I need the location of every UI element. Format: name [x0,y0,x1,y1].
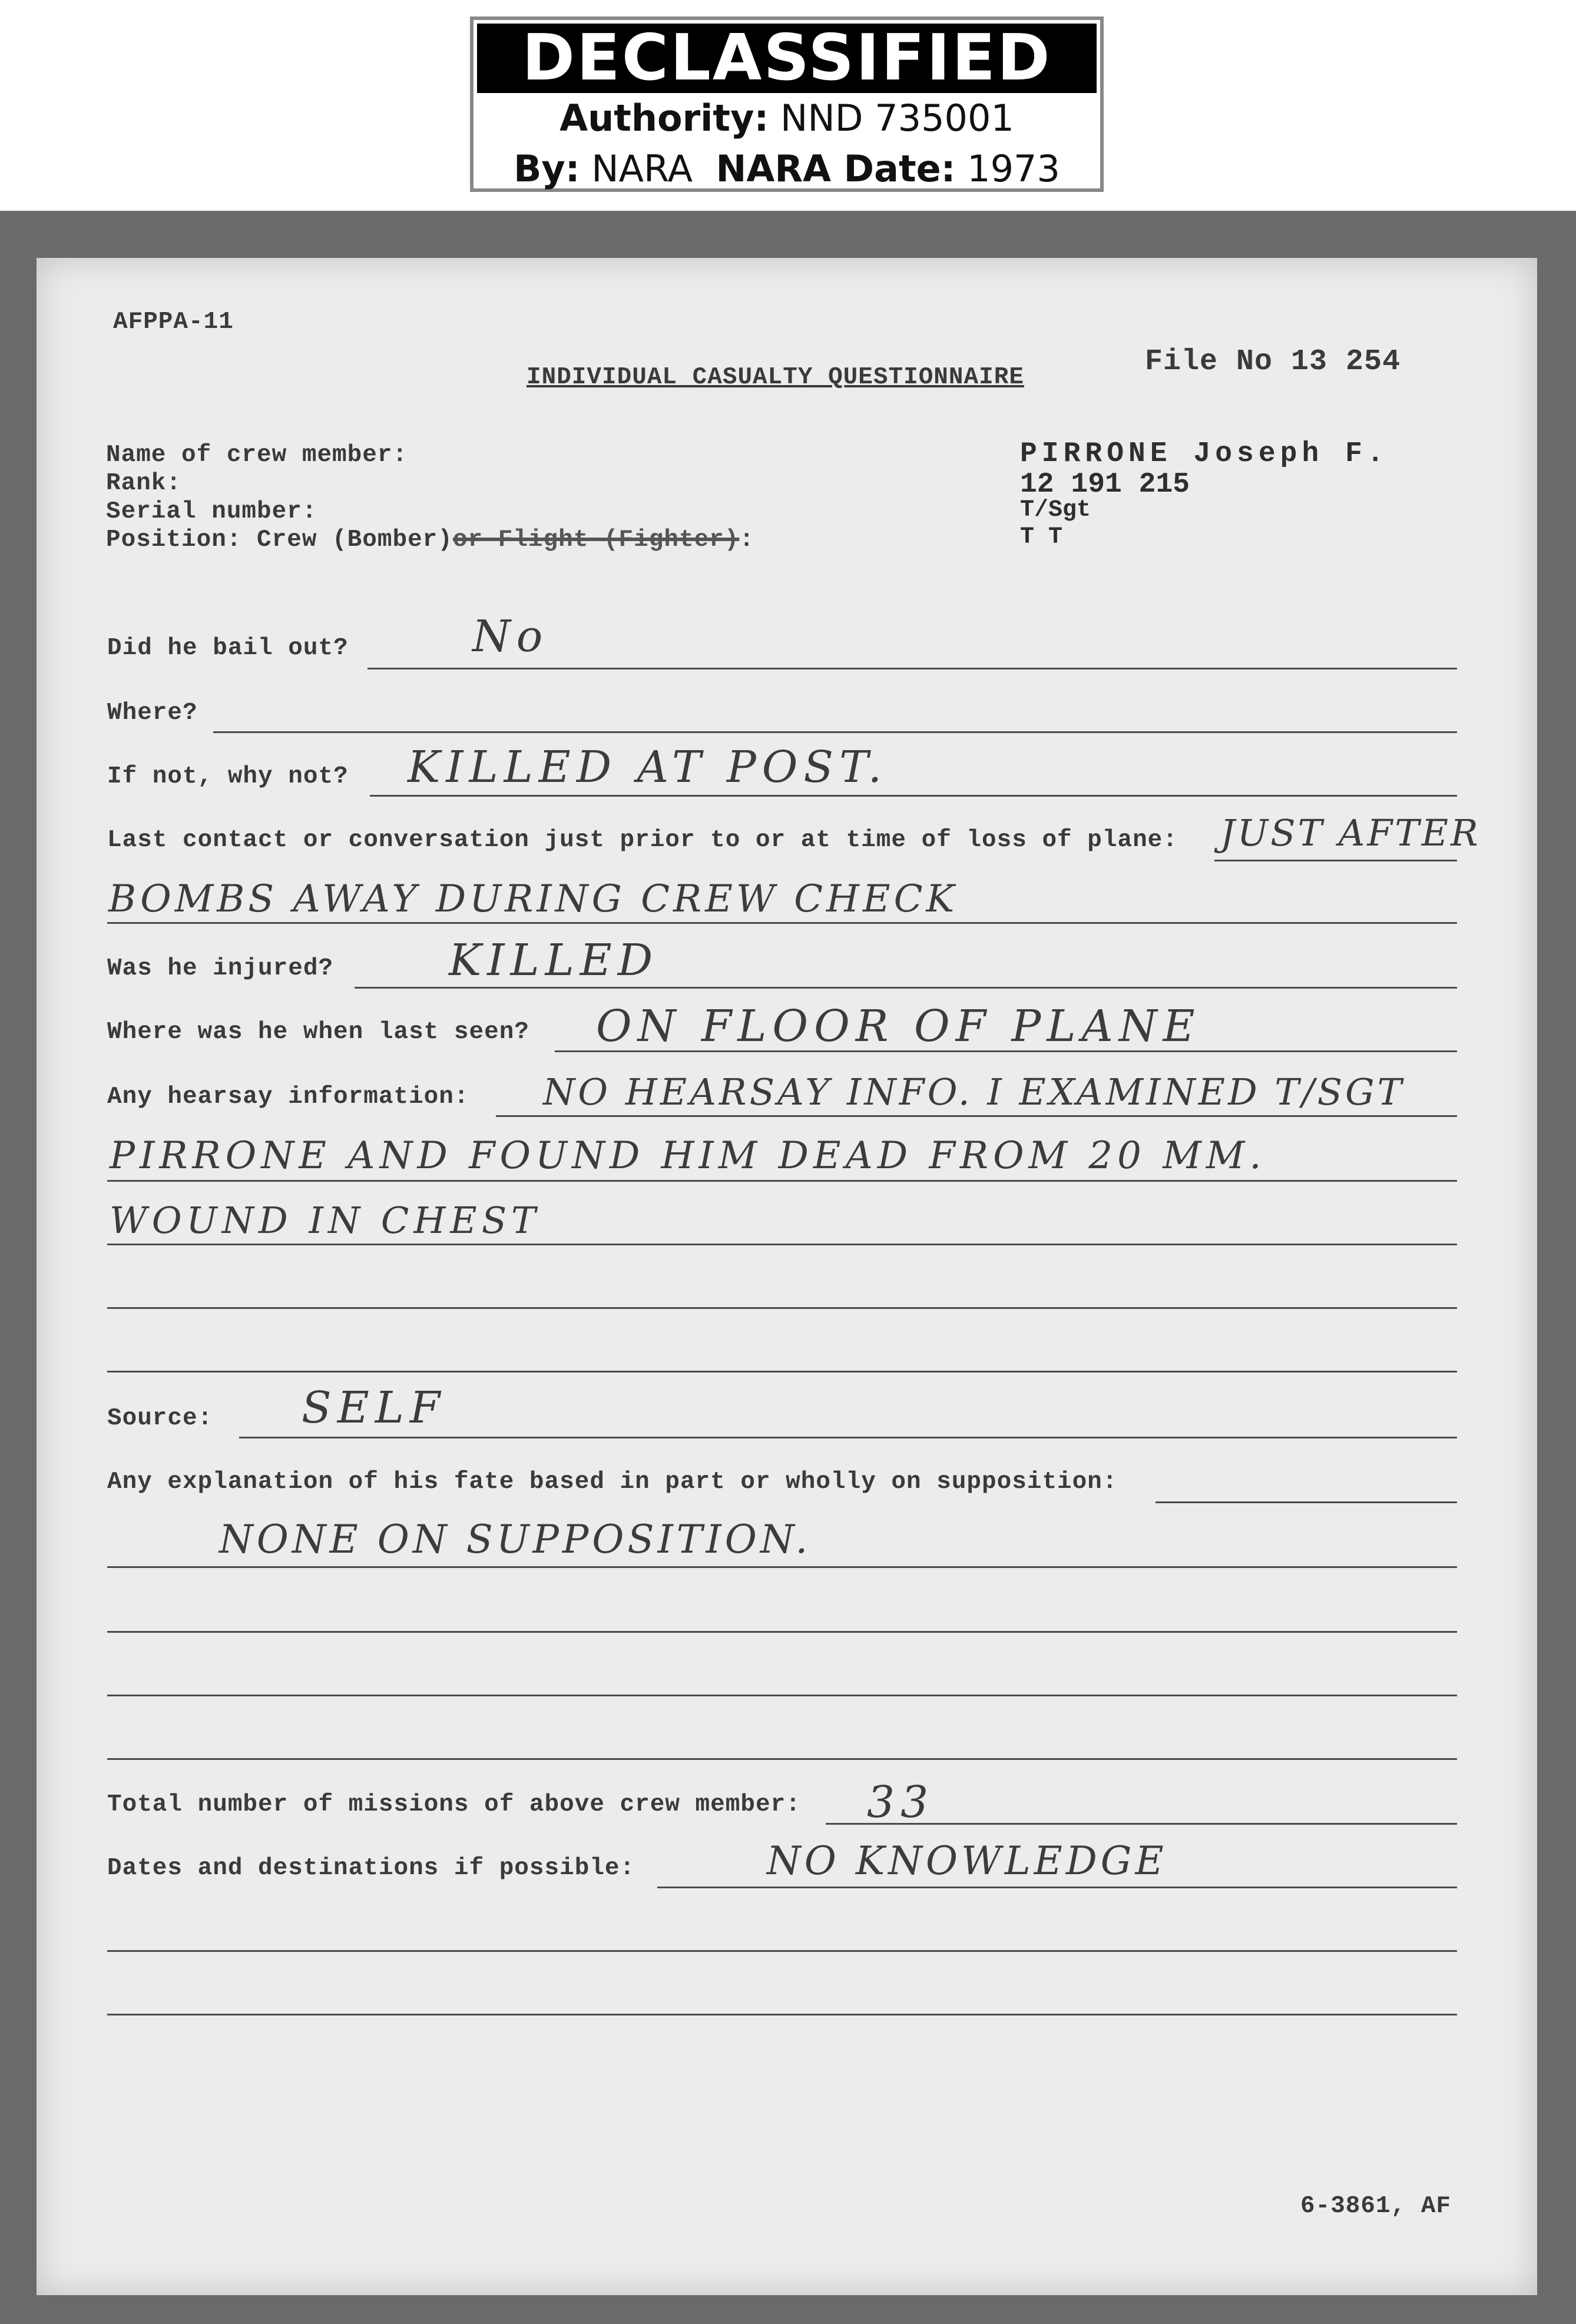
answer-why-not: KILLED AT POST. [408,742,888,793]
stamp-by-label: By: [514,147,580,190]
label-position-struck: or Flight (Fighter) [452,526,740,553]
answer-last-seen: ON FLOOR OF PLANE [596,1001,1201,1052]
answer-line [107,1950,1457,1952]
answer-line [107,922,1457,924]
answer-line [107,1631,1457,1633]
label-position-text: Position: Crew (Bomber) [106,526,453,553]
stamp-authority [474,93,1100,144]
label-name: Name of crew member: [106,442,408,469]
question-where: Where? [107,699,198,727]
answer-line [496,1115,1457,1117]
answer-source: SELF [302,1383,446,1433]
answer-line [367,668,1457,669]
answer-line [107,1695,1457,1696]
typed-position: T T [1020,524,1063,551]
scanned-document [0,211,1576,2324]
answer-line [107,2014,1457,2015]
answer-line [657,1887,1457,1888]
typed-name: PIRRONE Joseph F. [1020,438,1389,470]
answer-line [107,1566,1457,1568]
answer-line [107,1307,1457,1309]
answer-missions: 33 [867,1777,935,1828]
question-explanation: Any explanation of his fate based in part or wholly on supposition: [107,1468,1118,1496]
typed-serial: 12 191 215 [1020,469,1190,500]
answer-line [1155,1501,1457,1503]
question-injured: Was he injured? [107,955,334,982]
answer-line [370,795,1457,797]
question-bail-out: Did he bail out? [107,635,349,662]
label-serial: Serial number: [106,498,317,525]
answer-line [1214,860,1457,861]
answer-dates: NO KNOWLEDGE [767,1838,1167,1884]
answer-line [355,987,1457,989]
typed-rank: T/Sgt [1020,497,1091,523]
answer-line [107,1244,1457,1245]
stamp-authority-value: NND 735001 [780,97,1014,140]
file-number: File No 13 254 [1145,345,1401,379]
label-position [106,526,754,553]
question-source: Source: [107,1405,213,1432]
stamp-title: DECLASSIFIED [477,24,1097,93]
answer-line [239,1437,1457,1438]
answer-hearsay-3: WOUND IN CHEST [110,1199,541,1242]
question-last-contact: Last contact or conversation just prior to or at time of loss of plane: [107,827,1178,854]
answer-line [107,1758,1457,1760]
answer-injured: KILLED [449,935,659,986]
declassified-stamp [470,16,1104,192]
form-id: AFPPA-11 [113,309,234,336]
answer-hearsay-1: NO HEARSAY INFO. I EXAMINED T/SGT [543,1070,1405,1113]
stamp-by-value: NARA [591,147,693,190]
answer-bail-out: No [472,611,549,662]
stamp-by [474,144,1100,194]
question-dates: Dates and destinations if possible: [107,1855,635,1882]
question-hearsay: Any hearsay information: [107,1083,469,1110]
stamp-date-value: 1973 [967,147,1060,190]
label-position-colon: : [739,526,754,553]
answer-line [107,1180,1457,1182]
questionnaire-page [37,258,1537,2295]
answer-line [107,1371,1457,1372]
question-last-seen: Where was he when last seen? [107,1019,529,1046]
label-rank: Rank: [106,470,182,497]
answer-explanation: NONE ON SUPPOSITION. [219,1517,812,1562]
form-title: INDIVIDUAL CASUALTY QUESTIONNAIRE [527,364,1024,391]
stamp-authority-label: Authority: [559,97,769,140]
stamp-date-label: NARA Date: [716,147,956,190]
question-missions: Total number of missions of above crew member: [107,1791,801,1818]
question-why-not: If not, why not? [107,763,349,790]
answer-line [213,731,1457,733]
answer-last-contact-1: JUST AFTER [1220,811,1481,854]
answer-last-contact-2: BOMBS AWAY DURING CREW CHECK [108,877,958,921]
footer-form-code: 6-3861, AF [1300,2193,1452,2220]
answer-hearsay-2: PIRRONE AND FOUND HIM DEAD FROM 20 MM. [110,1134,1266,1178]
